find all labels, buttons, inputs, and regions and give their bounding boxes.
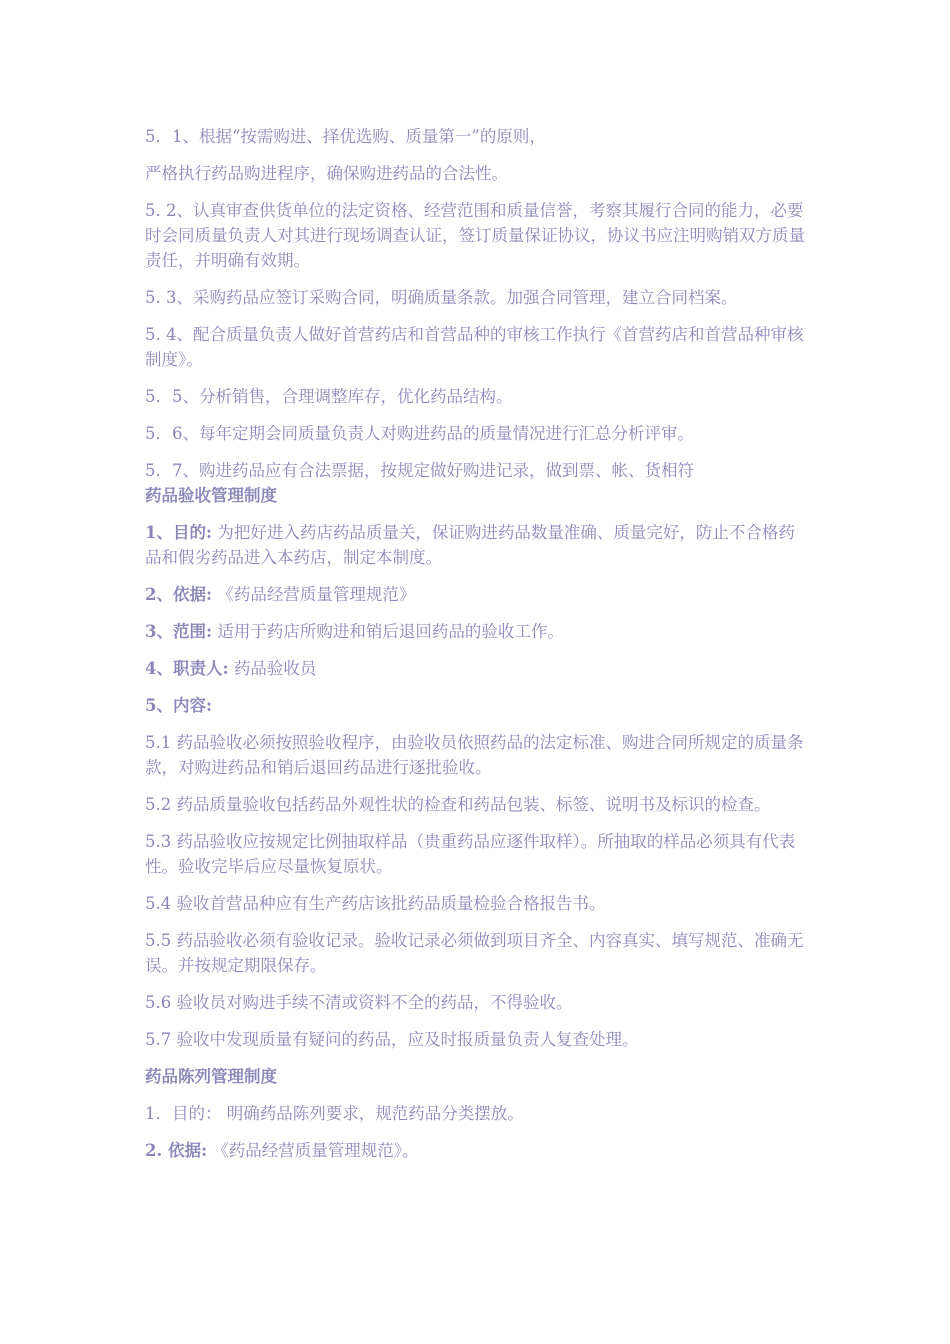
item-text: 验收首营品种应有生产药店该批药品质量检验合格报告书。 xyxy=(171,894,606,913)
purchase-item: 严格执行药品购进程序，确保购进药品的合法性。 xyxy=(145,164,508,183)
item-text: 药品质量验收包括药品外观性状的检查和药品包装、标签、说明书及标识的检查。 xyxy=(171,795,771,814)
item-text: 药品验收应按规定比例抽取样品（贵重药品应逐件取样）。所抽取的样品必须具有代表性。验收完毕后应尽量恢复原状。 xyxy=(145,832,796,876)
purchase-item: 5．7、购进药品应有合法票据，按规定做好购进记录，做到票、帐、货相符 xyxy=(145,461,694,480)
display-basis-text: 《药品经营质量管理规范》。 xyxy=(207,1141,419,1160)
acceptance-item xyxy=(145,829,810,879)
display-basis xyxy=(145,1138,810,1163)
item-number: 5.2 xyxy=(145,795,172,814)
acceptance-scope xyxy=(145,619,810,644)
purchase-item: 5．5、分析销售，合理调整库存，优化药品结构。 xyxy=(145,387,513,406)
display-purpose-label: 1．目的： xyxy=(145,1104,222,1123)
item-text: 药品验收必须有验收记录。验收记录必须做到项目齐全、内容真实、填写规范、准确无误。并按规定期限保存。 xyxy=(145,931,804,975)
scope-text: 适用于药店所购进和销后退回药品的验收工作。 xyxy=(212,622,564,641)
item-number: 5.3 xyxy=(145,832,172,851)
document-body xyxy=(145,124,810,1175)
responsible-text: 药品验收员 xyxy=(228,659,317,678)
item-number: 5.1 xyxy=(145,733,172,752)
acceptance-item xyxy=(145,792,810,817)
content-label: 5、内容: xyxy=(145,696,213,715)
purchase-item: 5．6、每年定期会同质量负责人对购进药品的质量情况进行汇总分析评审。 xyxy=(145,424,694,443)
display-title: 药品陈列管理制度 xyxy=(145,1067,277,1086)
item-text: 验收中发现质量有疑问的药品，应及时报质量负责人复查处理。 xyxy=(171,1030,639,1049)
basis-text: 《药品经营质量管理规范》 xyxy=(212,585,416,604)
item-number: 5.4 xyxy=(145,894,172,913)
acceptance-item xyxy=(145,730,810,780)
acceptance-responsible xyxy=(145,656,810,681)
purpose-text: 为把好进入药店药品质量关，保证购进药品数量准确、质量完好，防止不合格药品和假劣药品进入本药店，制定本制度。 xyxy=(145,523,795,567)
purchase-item: 5. 4、配合质量负责人做好首营药店和首营品种的审核工作执行《首营药店和首营品种审核制度》。 xyxy=(145,325,804,369)
responsible-label: 4、职责人: xyxy=(145,659,229,678)
purpose-label: 1、目的: xyxy=(145,523,213,542)
acceptance-content-label xyxy=(145,693,810,718)
acceptance-item xyxy=(145,1027,810,1052)
basis-label: 2、依据: xyxy=(145,585,213,604)
purchase-item: 5. 3、采购药品应签订采购合同，明确质量条款。加强合同管理，建立合同档案。 xyxy=(145,288,738,307)
acceptance-item xyxy=(145,928,810,978)
item-number: 5.5 xyxy=(145,931,172,950)
scope-label: 3、范围: xyxy=(145,622,213,641)
display-basis-label: 2. 依据: xyxy=(145,1141,208,1160)
item-number: 5.6 xyxy=(145,993,172,1012)
purchase-item: 5. 2、认真审查供货单位的法定资格、经营范围和质量信誉，考察其履行合同的能力，必要时会同质量负责人对其进行现场调查认证，签订质量保证协议，协议书应注明购销双方质量责任，并明确有效期。 xyxy=(145,201,805,270)
purchase-item: 5．1、根据“按需购进、择优选购、质量第一”的原则， xyxy=(145,127,546,146)
item-text: 药品验收必须按照验收程序，由验收员依照药品的法定标准、购进合同所规定的质量条款，对购进药品和销后退回药品进行逐批验收。 xyxy=(145,733,804,777)
item-number: 5.7 xyxy=(145,1030,172,1049)
acceptance-title: 药品验收管理制度 xyxy=(145,486,277,505)
acceptance-basis xyxy=(145,582,810,607)
display-purpose xyxy=(145,1101,810,1126)
item-text: 验收员对购进手续不清或资料不全的药品，不得验收。 xyxy=(171,993,573,1012)
acceptance-purpose xyxy=(145,520,810,570)
acceptance-item xyxy=(145,990,810,1015)
acceptance-item xyxy=(145,891,810,916)
display-purpose-text: 明确药品陈列要求，规范药品分类摆放。 xyxy=(221,1104,524,1123)
